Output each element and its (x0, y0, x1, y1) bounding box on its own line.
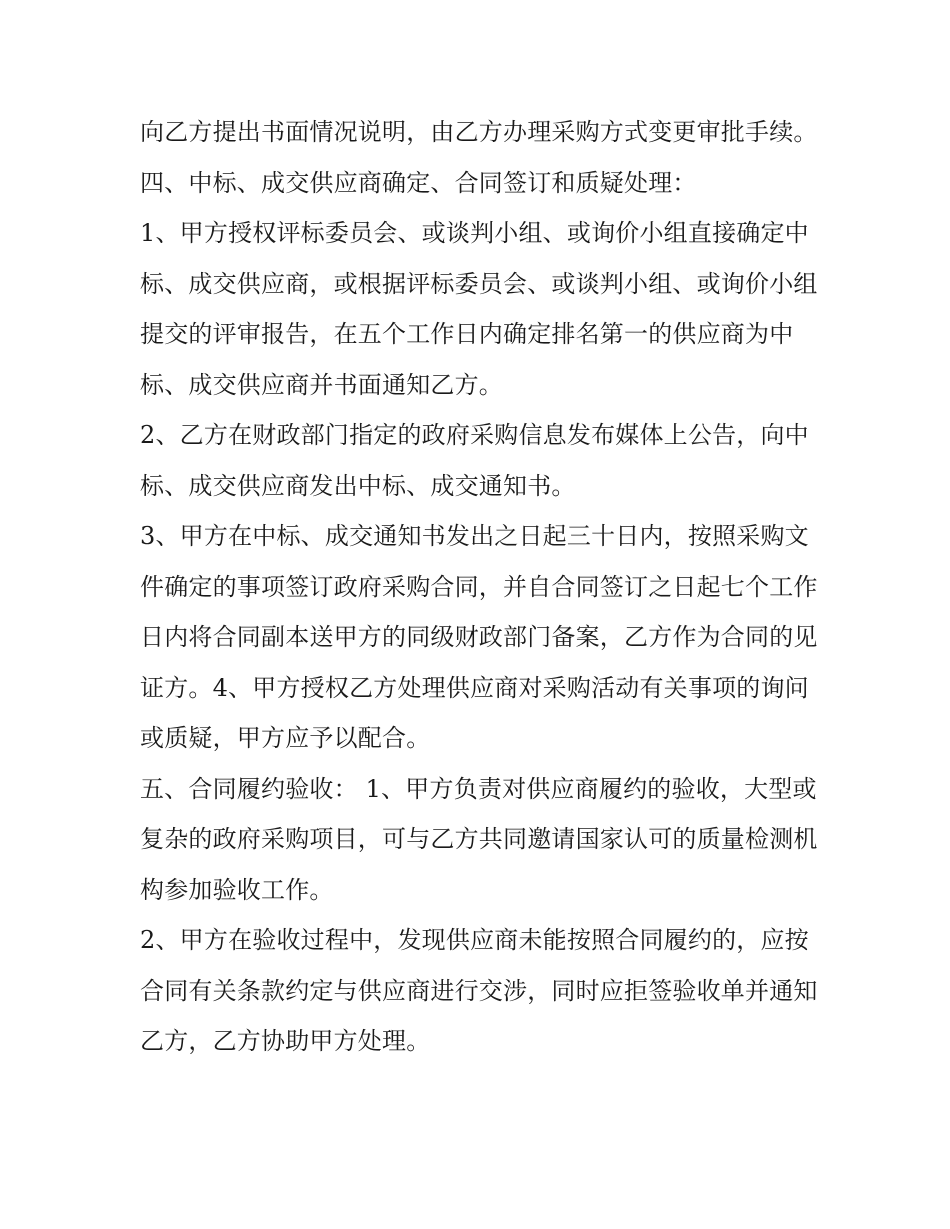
document-body (140, 107, 820, 1067)
paragraph-item-1: 1、甲方授权评标委员会、或谈判小组、或询价小组直接确定中标、成交供应商，或根据评标委员会、或谈判小组、或询价小组提交的评审报告，在五个工作日内确定排名第一的供应商为中标、成交供应商并书面通知乙方。 (140, 219, 818, 399)
section-heading-four: 四、中标、成交供应商确定、合同签订和质疑处理： (140, 168, 697, 197)
paragraph-procurement-change: 向乙方提出书面情况说明，由乙方办理采购方式变更审批手续。 (140, 118, 818, 146)
paragraph-acceptance-2: 2、甲方在验收过程中，发现供应商未能按照合同履约的，应按合同有关条款约定与供应商进行交涉，同时应拒签验收单并通知乙方，乙方协助甲方处理。 (140, 926, 818, 1055)
section-heading-five: 五、合同履约验收： 1、甲方负责对供应商履约的验收，大型或复杂的政府采购项目，可与乙方共同邀请国家认可的质量检测机构参加验收工作。 (140, 774, 818, 904)
paragraph-item-2: 2、乙方在财政部门指定的政府采购信息发布媒体上公告，向中标、成交供应商发出中标、成交通知书。 (140, 421, 809, 500)
paragraph-item-3-4: 3、甲方在中标、成交通知书发出之日起三十日内，按照采购文件确定的事项签订政府采购合同，并自合同签订之日起七个工作日内将合同副本送甲方的同级财政部门备案，乙方作为合同的见证方。4、甲方授权乙方处理供应商对采购活动有关事项的询问或质疑，甲方应予以配合。 (140, 522, 818, 752)
